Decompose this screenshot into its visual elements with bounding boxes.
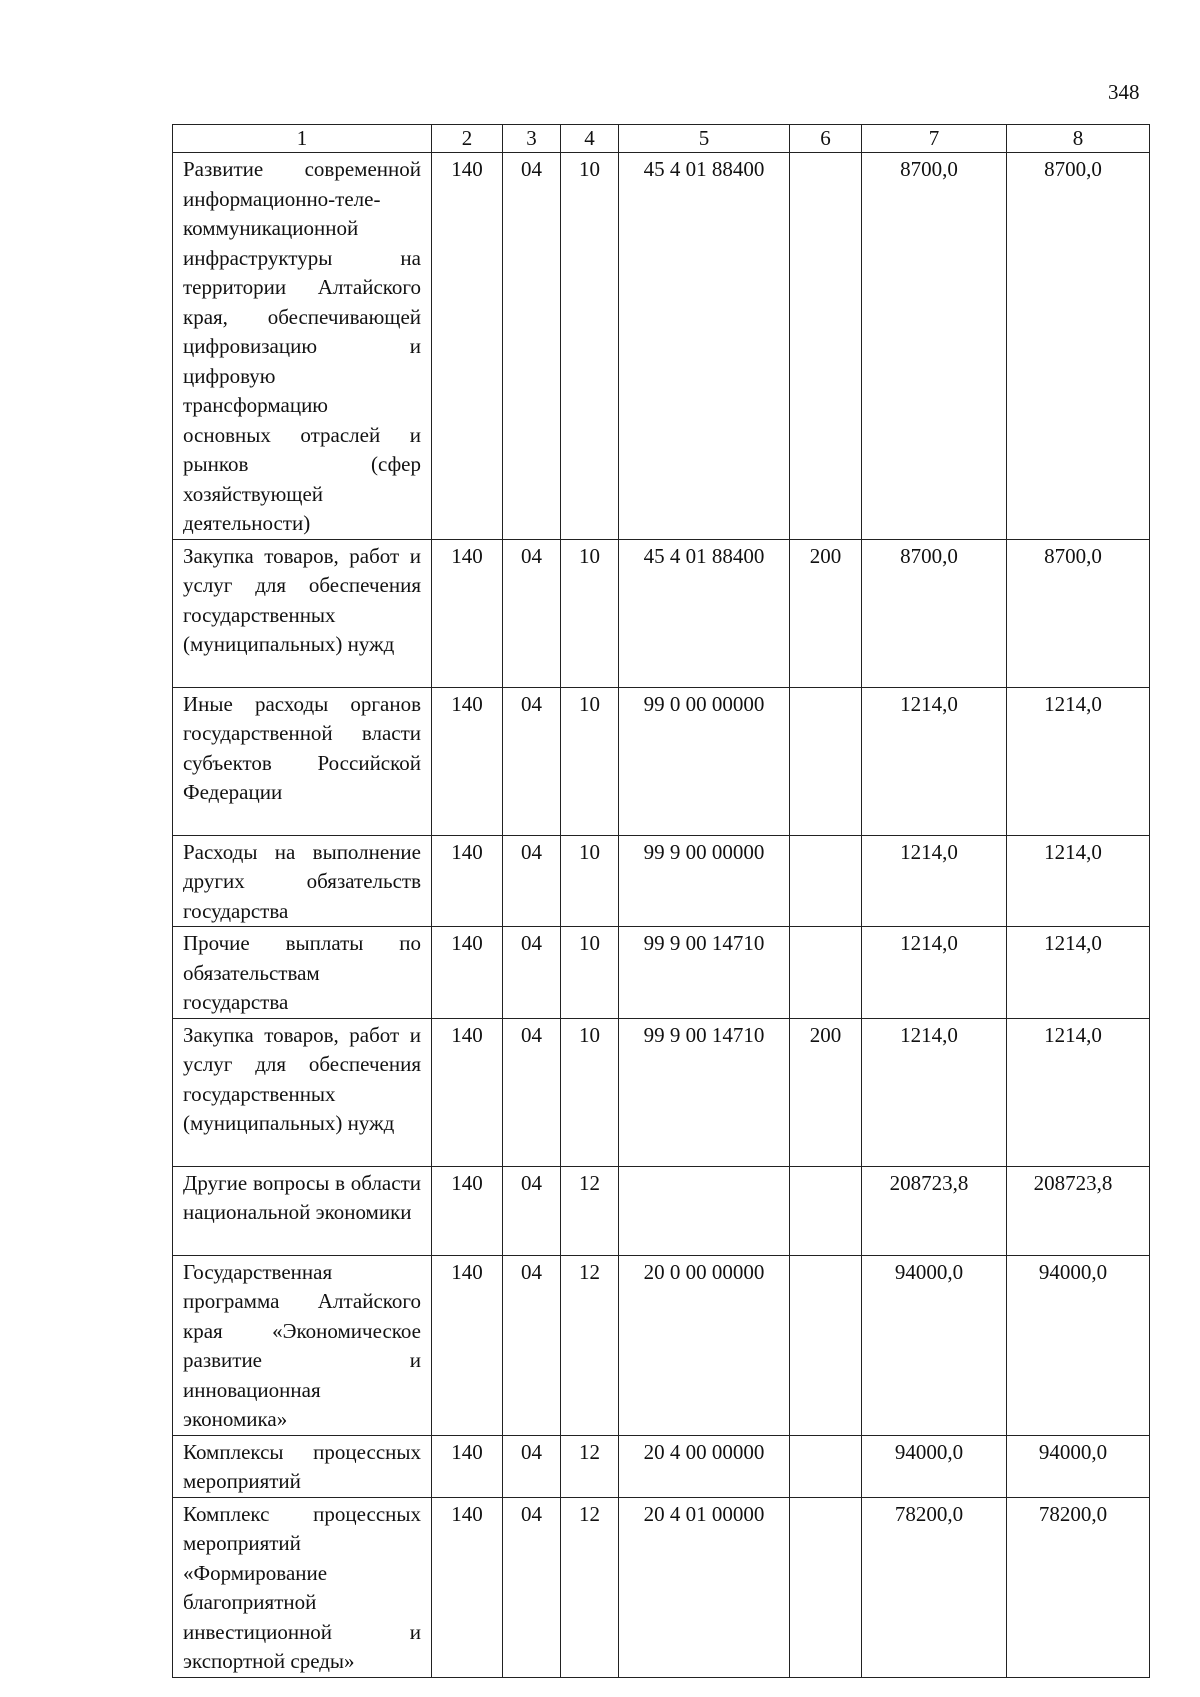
expense-type-code	[790, 687, 862, 835]
amount-year-1: 1214,0	[862, 687, 1007, 835]
target-article-code: 20 0 00 00000	[619, 1255, 790, 1435]
amount-year-2: 94000,0	[1007, 1435, 1150, 1497]
section-code: 04	[503, 1255, 561, 1435]
column-header: 5	[619, 125, 790, 153]
target-article-code: 99 9 00 00000	[619, 835, 790, 927]
ministry-code: 140	[432, 1018, 503, 1166]
amount-year-1: 8700,0	[862, 153, 1007, 540]
expense-type-code: 200	[790, 1018, 862, 1166]
amount-year-2: 208723,8	[1007, 1166, 1150, 1255]
section-code: 04	[503, 1166, 561, 1255]
subsection-code: 12	[561, 1435, 619, 1497]
ministry-code: 140	[432, 687, 503, 835]
column-header: 8	[1007, 125, 1150, 153]
section-code: 04	[503, 835, 561, 927]
table-row	[173, 927, 1150, 1019]
section-code: 04	[503, 927, 561, 1019]
section-code: 04	[503, 539, 561, 687]
section-code: 04	[503, 687, 561, 835]
item-name: Закупка товаров, работ и услуг для обеспечения государственных (муниципальных) нужд	[173, 1018, 432, 1166]
subsection-code: 10	[561, 539, 619, 687]
section-code: 04	[503, 153, 561, 540]
item-name: Развитие современной информационно-теле-коммуникационной инфраструктуры на территории Алтайского края, обеспечивающей цифровизацию и цифровую трансформацию основных отраслей и рынков (сфер хозяйствующей деятельности)	[173, 153, 432, 540]
item-name: Комплекс процессных мероприятий «Формирование благоприятной инвестиционной и экспортной среды»	[173, 1497, 432, 1677]
column-header: 7	[862, 125, 1007, 153]
table-row	[173, 687, 1150, 835]
section-code: 04	[503, 1018, 561, 1166]
amount-year-1: 94000,0	[862, 1255, 1007, 1435]
column-header: 3	[503, 125, 561, 153]
table-row	[173, 1166, 1150, 1255]
column-header: 6	[790, 125, 862, 153]
target-article-code: 99 0 00 00000	[619, 687, 790, 835]
ministry-code: 140	[432, 153, 503, 540]
target-article-code: 45 4 01 88400	[619, 153, 790, 540]
expense-type-code: 200	[790, 539, 862, 687]
column-header: 2	[432, 125, 503, 153]
amount-year-1: 1214,0	[862, 835, 1007, 927]
ministry-code: 140	[432, 1497, 503, 1677]
table-row	[173, 835, 1150, 927]
item-name: Иные расходы органов государственной власти субъектов Российской Федерации	[173, 687, 432, 835]
amount-year-2: 1214,0	[1007, 687, 1150, 835]
expense-type-code	[790, 153, 862, 540]
target-article-code: 20 4 01 00000	[619, 1497, 790, 1677]
table-row	[173, 1255, 1150, 1435]
expense-type-code	[790, 835, 862, 927]
table-row	[173, 153, 1150, 540]
expense-type-code	[790, 1255, 862, 1435]
amount-year-2: 1214,0	[1007, 927, 1150, 1019]
amount-year-1: 94000,0	[862, 1435, 1007, 1497]
item-name: Другие вопросы в области национальной экономики	[173, 1166, 432, 1255]
subsection-code: 12	[561, 1166, 619, 1255]
item-name: Закупка товаров, работ и услуг для обеспечения государственных (муниципальных) нужд	[173, 539, 432, 687]
amount-year-2: 8700,0	[1007, 153, 1150, 540]
subsection-code: 10	[561, 835, 619, 927]
column-header: 4	[561, 125, 619, 153]
ministry-code: 140	[432, 835, 503, 927]
amount-year-1: 78200,0	[862, 1497, 1007, 1677]
table-row	[173, 539, 1150, 687]
ministry-code: 140	[432, 927, 503, 1019]
ministry-code: 140	[432, 1166, 503, 1255]
subsection-code: 12	[561, 1255, 619, 1435]
section-code: 04	[503, 1435, 561, 1497]
subsection-code: 10	[561, 687, 619, 835]
amount-year-2: 94000,0	[1007, 1255, 1150, 1435]
subsection-code: 10	[561, 153, 619, 540]
expense-type-code	[790, 927, 862, 1019]
amount-year-1: 8700,0	[862, 539, 1007, 687]
subsection-code: 10	[561, 1018, 619, 1166]
item-name: Комплексы процессных мероприятий	[173, 1435, 432, 1497]
amount-year-1: 1214,0	[862, 927, 1007, 1019]
ministry-code: 140	[432, 539, 503, 687]
amount-year-1: 208723,8	[862, 1166, 1007, 1255]
subsection-code: 10	[561, 927, 619, 1019]
target-article-code: 45 4 01 88400	[619, 539, 790, 687]
page-number: 348	[1108, 80, 1140, 104]
ministry-code: 140	[432, 1435, 503, 1497]
table-row	[173, 1497, 1150, 1677]
target-article-code: 20 4 00 00000	[619, 1435, 790, 1497]
target-article-code	[619, 1166, 790, 1255]
item-name: Прочие выплаты по обязательствам государства	[173, 927, 432, 1019]
expense-type-code	[790, 1435, 862, 1497]
column-number-row	[173, 125, 1150, 153]
item-name: Государственная программа Алтайского края «Экономическое развитие и инновационная экономика»	[173, 1255, 432, 1435]
section-code: 04	[503, 1497, 561, 1677]
table-row	[173, 1435, 1150, 1497]
ministry-code: 140	[432, 1255, 503, 1435]
target-article-code: 99 9 00 14710	[619, 927, 790, 1019]
amount-year-2: 78200,0	[1007, 1497, 1150, 1677]
column-header: 1	[173, 125, 432, 153]
subsection-code: 12	[561, 1497, 619, 1677]
amount-year-2: 1214,0	[1007, 835, 1150, 927]
amount-year-1: 1214,0	[862, 1018, 1007, 1166]
amount-year-2: 1214,0	[1007, 1018, 1150, 1166]
target-article-code: 99 9 00 14710	[619, 1018, 790, 1166]
table-row	[173, 1018, 1150, 1166]
item-name: Расходы на выполнение других обязательств государства	[173, 835, 432, 927]
amount-year-2: 8700,0	[1007, 539, 1150, 687]
budget-table	[172, 124, 1150, 1678]
expense-type-code	[790, 1166, 862, 1255]
expense-type-code	[790, 1497, 862, 1677]
